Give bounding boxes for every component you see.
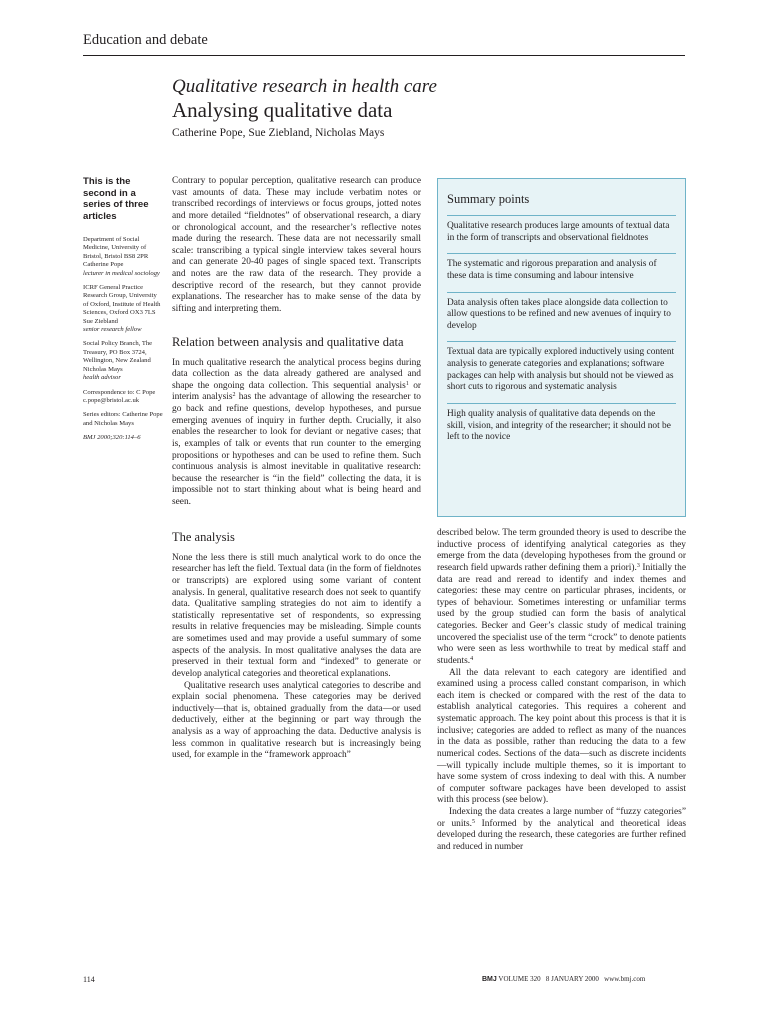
author-list: Catherine Pope, Sue Ziebland, Nicholas Mays (172, 127, 385, 139)
reference-marker: 3 (636, 562, 640, 569)
affiliation-name: Sue Ziebland (83, 317, 118, 325)
heading-analysis: The analysis (172, 529, 235, 544)
citation: BMJ 2000;320:114–6 (83, 434, 141, 442)
paragraph-indexing: Indexing the data creates a large number of “fuzzy categories” or units.$^5$ Informed by the analytical and theoretical ideas developed during the research, these categories are further refined and reduced in number (437, 807, 686, 852)
heading-relation: Relation between analysis and qualitative data (172, 334, 404, 349)
paragraph-categories: Qualitative research uses analytical categories to describe and explain social phenomena. These categories may be derived inductively—that is, obtained gradually from the data—or used deductively, either at the beginning or part way through the analysis as a way of approaching the data. Deductive analysis is less common in qualitative research but is increasingly being used, for example in the “framework approach” (172, 680, 421, 761)
reference-marker: 2 (232, 392, 236, 399)
reference-marker: 1 (405, 380, 409, 387)
page-number: 114 (83, 975, 95, 984)
body-column-2 (437, 528, 686, 854)
affiliation-org: Social Policy Branch, The Treasury, PO Box 3724, Wellington, New Zealand (83, 340, 153, 365)
reference-marker: 5 (472, 818, 476, 825)
journal-date: 8 JANUARY 2000 (545, 975, 599, 983)
intro-paragraph: Contrary to popular perception, qualitative research can produce vast amounts of data. These may include verbatim notes or transcribed recordings of interviews or focus groups, jotted notes and more detailed “fieldnotes” of observational research, a diary or chronological account, and the researcher’s reflective notes made during the research. These data are not necessarily small scale: transcribing a typical single interview takes several hours and can generate 20-40 pages of single spaced text. Transcripts and notes are the raw data of the research. They provide a descriptive record of the research, but they cannot provide explanations. The researcher has to make sense of the data by sifting and interpreting them. (172, 176, 421, 314)
reference-marker: 4 (470, 655, 474, 662)
body-column-1 (172, 176, 421, 762)
affiliation-name: Catherine Pope (83, 261, 124, 269)
affiliation-role: health advisor (83, 374, 121, 382)
header-rule (83, 55, 685, 56)
summary-point: High quality analysis of qualitative data depends on the skill, vision, and integrity of the researcher; it should not be left to the novice (447, 403, 676, 448)
affiliation-name: Nicholas Mays (83, 365, 123, 373)
journal-name: BMJ (482, 976, 497, 983)
article-title: Analysing qualitative data (172, 98, 393, 122)
summary-point: The systematic and rigorous preparation and analysis of these data is time consuming and labour intensive (447, 253, 676, 286)
journal-footer (482, 975, 645, 983)
affiliation-org: Department of Social Medicine, University of Bristol, Bristol BS8 2PR (83, 236, 149, 260)
section-header: Education and debate (83, 32, 208, 48)
sidebar (83, 176, 163, 449)
paragraph-constant-comparison: All the data relevant to each category are identified and examined using a process called constant comparison, in which each item is checked or compared with the rest of the data to establish analytical categories. This requires a coherent and systematic approach. The key point about this process is that it is inclusive; categories are added to reflect as many of the nuances in the data as possible, rather than reducing the data to a few numerical codes. Sections of the data—such as discrete incidents—will typically include multiple themes, so it is important to have some system of cross indexing to deal with this. A number of computer software packages have been developed to assist with this process (see below). (437, 667, 686, 806)
paragraph-analysis: None the less there is still much analytical work to do once the researcher has left the field. Textual data (in the form of fieldnotes or transcripts) are explored using some variant of content analysis. In general, qualitative research does not seek to quantify data. Qualitative sampling strategies do not aim to identify a statistically representative set of respondents, so expressing results in relative frequencies may be misleading. Simple counts are sometimes used and may provide a useful summary of some aspects of the analysis. In most qualitative analyses the data are preserved in their textual form and “indexed” to generate or develop analytical categories and theoretical explanations. (172, 552, 421, 679)
series-note: This is the second in a series of three articles (83, 176, 149, 222)
affiliation-ziebland (83, 284, 163, 334)
summary-point: Data analysis often takes place alongside data collection to allow questions to be refined and new avenues of inquiry to develop (447, 292, 676, 337)
affiliation-role: senior research fellow (83, 326, 142, 334)
correspondence: Correspondence to: C Pope c.pope@bristol.ac.uk (83, 388, 156, 404)
affiliation-mays (83, 340, 163, 382)
journal-volume: VOLUME 320 (498, 975, 541, 983)
series-editors: Series editors: Catherine Pope and Nicholas Mays (83, 411, 163, 427)
affiliation-pope (83, 236, 163, 278)
summary-box (437, 178, 686, 517)
paragraph-sequential-analysis: In much qualitative research the analytical process begins during data collection as the data already gathered are analysed and shape the ongoing data collection. This sequential analysis$^1$ or interim analysis$^2$ has the advantage of allowing the researcher to go back and refine questions, develop hypotheses, and pursue emerging avenues of inquiry in further depth. Crucially, it also enables the researcher to look for deviant or negative cases; that is, examples of talk or events that run counter to the emerging propositions or hypotheses and can be used to refine them. Such continuous analysis is almost inevitable in qualitative research: because the researcher is “in the field” collecting the data, it is impossible not to start thinking about what is being heard and seen. (172, 357, 421, 507)
summary-title: Summary points (447, 192, 530, 206)
summary-point: Textual data are typically explored inductively using content analysis to generate categories and explanations; software packages can help with analysis but should not be viewed as short cuts to rigorous and systematic analysis (447, 341, 676, 398)
series-title: Qualitative research in health care (172, 76, 437, 97)
affiliation-role: lecturer in medical sociology (83, 269, 160, 277)
journal-url: www.bmj.com (604, 975, 646, 983)
summary-point: Qualitative research produces large amounts of textual data in the form of transcripts and observational fieldnotes (447, 215, 676, 248)
paragraph-grounded-theory: described below. The term grounded theory is used to describe the inductive process of identifying analytical categories as they emerge from the data (developing hypotheses from the ground or research field upwards rather defining them a priori).$^3$ Initially the data are read and reread to identify and index themes and categories: these may centre on particular phrases, incidents, or types of behaviour. Sometimes interesting or unfamiliar terms used by the group studied can form the basis of analytical categories. Becker and Geer’s classic study of medical training uncovered the specialist use of the term “crock” to denote patients who were seen as less worthwhile to treat by medical staff and students.$^4$ (437, 528, 686, 666)
affiliation-org: ICRF General Practice Research Group, University of Oxford, Institute of Health Sciences, Oxford OX3 7LS (83, 284, 161, 317)
